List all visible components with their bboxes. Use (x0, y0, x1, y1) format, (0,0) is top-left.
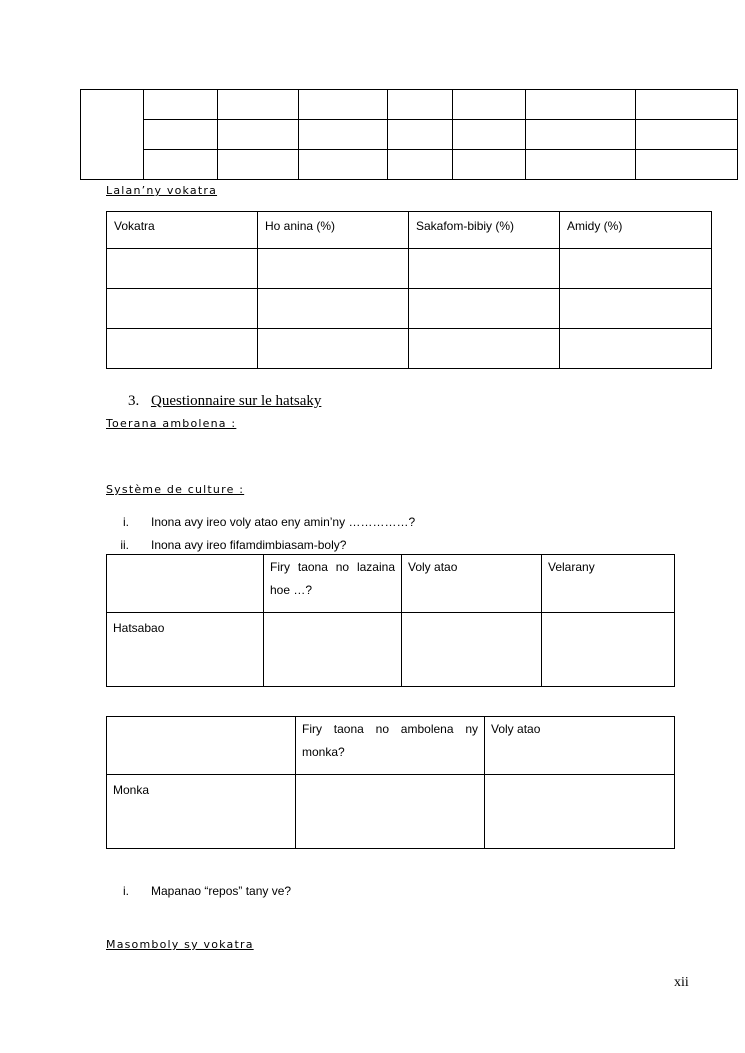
table-cell (81, 90, 144, 180)
table-cell (258, 329, 409, 369)
header-empty (107, 555, 264, 613)
table-cell (299, 150, 388, 180)
table-header-row (107, 717, 675, 775)
table-cell (409, 249, 560, 289)
table-cell (409, 289, 560, 329)
table-cell (144, 90, 218, 120)
table-cell (299, 90, 388, 120)
table-cell (107, 289, 258, 329)
table-cell (258, 289, 409, 329)
row-label-monka: Monka (107, 775, 296, 849)
top-empty-table (80, 89, 738, 180)
table-cell (526, 90, 636, 120)
table-cell (218, 90, 299, 120)
table-header-row (107, 555, 675, 613)
table-header-row (107, 212, 712, 249)
table-cell (144, 120, 218, 150)
question-number: i. (123, 884, 129, 898)
header-ho-anina: Ho anina (%) (258, 212, 409, 249)
table-cell (542, 613, 675, 687)
table-row (81, 150, 738, 180)
header-firy-taona-lazaina: Firy taona no lazaina hoe …? (264, 555, 402, 613)
table-cell (560, 249, 712, 289)
header-empty (107, 717, 296, 775)
table-row (107, 249, 712, 289)
table-cell (107, 249, 258, 289)
monka-table (106, 716, 675, 849)
table-cell (264, 613, 402, 687)
table-cell (388, 150, 453, 180)
table-row (107, 613, 675, 687)
question-text: Inona avy ireo voly atao eny amin’ny ……………? (151, 515, 416, 529)
section-3-heading (128, 393, 321, 410)
header-sakafom-bibiy: Sakafom-bibiy (%) (409, 212, 560, 249)
table-cell (453, 150, 526, 180)
table-cell (453, 90, 526, 120)
section-3-title: Questionnaire sur le hatsaky (151, 393, 322, 409)
table-cell (388, 90, 453, 120)
table-cell (218, 150, 299, 180)
table-cell (636, 120, 738, 150)
table-row (81, 120, 738, 150)
table-row (107, 775, 675, 849)
table-cell (258, 249, 409, 289)
table-cell (402, 613, 542, 687)
question-number: i. (123, 515, 129, 529)
table-cell (560, 289, 712, 329)
table-cell (526, 120, 636, 150)
question-text: Inona avy ireo fifamdimbiasam-boly? (151, 538, 347, 552)
question-text: Mapanao “repos” tany ve? (151, 884, 292, 898)
table-cell (144, 150, 218, 180)
header-amidy: Amidy (%) (560, 212, 712, 249)
table-cell (296, 775, 485, 849)
table-cell (485, 775, 675, 849)
table-cell (107, 329, 258, 369)
section-lalan-heading: Lalan’ny vokatra (106, 184, 218, 197)
question-number: ii. (120, 538, 129, 552)
row-label-hatsabao: Hatsabao (107, 613, 264, 687)
toerana-ambolena-heading: Toerana ambolena : (106, 417, 237, 430)
page-number: xii (674, 975, 689, 990)
table-row (107, 329, 712, 369)
table-cell (218, 120, 299, 150)
table-cell (560, 329, 712, 369)
table-cell (299, 120, 388, 150)
table-cell (636, 150, 738, 180)
systeme-de-culture-heading: Système de culture : (106, 483, 245, 496)
table-row (107, 289, 712, 329)
vokatra-table (106, 211, 712, 369)
table-cell (526, 150, 636, 180)
masomboly-heading: Masomboly sy vokatra (106, 938, 254, 951)
table-cell (453, 120, 526, 150)
hatsabao-table (106, 554, 675, 687)
table-cell (388, 120, 453, 150)
table-row (81, 90, 738, 120)
table-cell (636, 90, 738, 120)
header-vokatra: Vokatra (107, 212, 258, 249)
header-voly-atao: Voly atao (402, 555, 542, 613)
section-3-number: 3. (128, 393, 140, 409)
header-voly-atao: Voly atao (485, 717, 675, 775)
header-velarany: Velarany (542, 555, 675, 613)
header-firy-taona-ambolena: Firy taona no ambolena ny monka? (296, 717, 485, 775)
table-cell (409, 329, 560, 369)
